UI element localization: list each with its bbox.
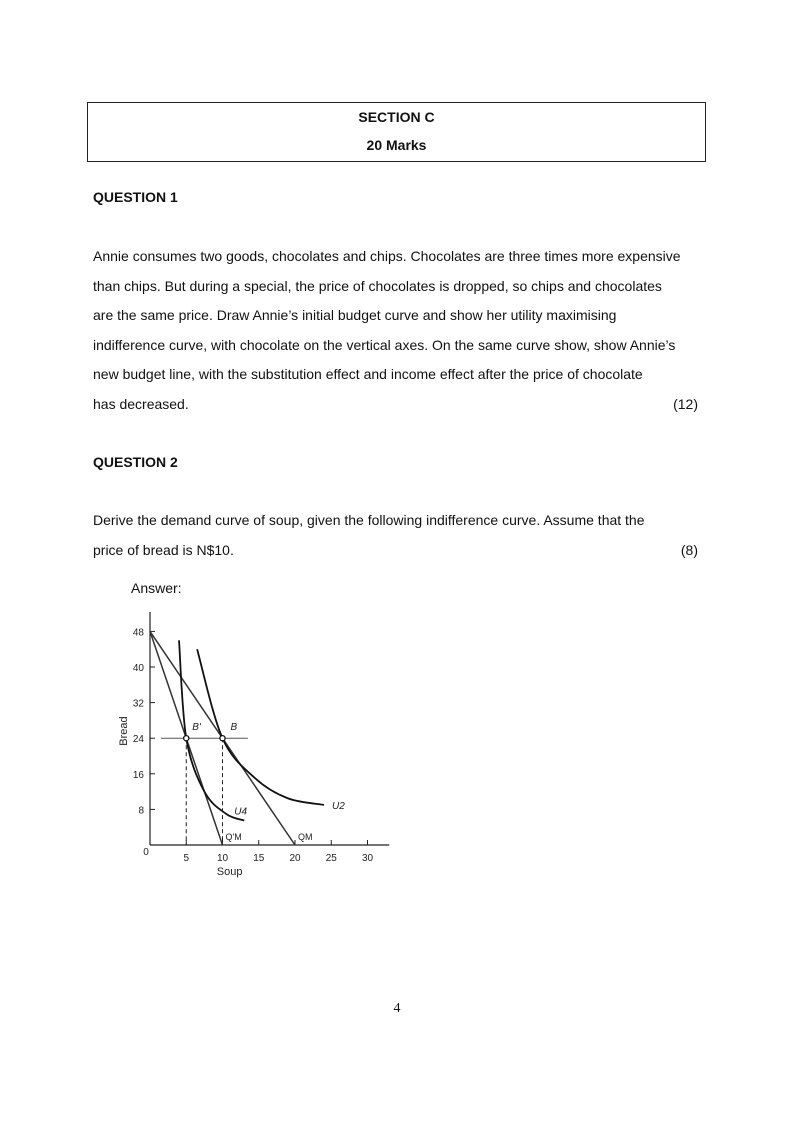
quantity-label: QM [298, 832, 313, 842]
x-tick-label: 15 [253, 853, 265, 864]
y-tick-label: 16 [132, 769, 144, 781]
x-tick-label: 0 [143, 847, 149, 858]
section-marks: 20 Marks [366, 137, 427, 153]
x-tick-label: 25 [325, 853, 337, 864]
y-axis-title: Bread [118, 716, 130, 746]
y-tick-label: 8 [138, 805, 144, 817]
indifference-curve-label: U2 [332, 800, 345, 812]
question-1-heading: QUESTION 1 [93, 189, 178, 205]
section-title: SECTION C [358, 109, 435, 125]
indifference-curve-label: U4 [234, 806, 248, 818]
y-tick-label: 24 [132, 734, 144, 746]
question-1-line: indifference curve, with chocolate on the vertical axes. On the same curve show, show Annie’s [93, 336, 676, 353]
question-1-line: than chips. But during a special, the price of chocolates is dropped, so chips and chocolates [93, 277, 662, 294]
x-axis-title: Soup [216, 866, 243, 878]
point-marker [184, 736, 189, 741]
question-2-heading: QUESTION 2 [93, 454, 178, 470]
question-2-marks: (8) [680, 541, 698, 558]
y-tick-label: 48 [132, 627, 144, 639]
question-1-marks: (12) [673, 395, 698, 412]
x-tick-label: 20 [289, 853, 301, 864]
question-1-line: new budget line, with the substitution effect and income effect after the price of chocolate [93, 366, 643, 382]
page-number: 4 [393, 1001, 401, 1016]
point-marker [220, 736, 225, 741]
x-tick-label: 5 [183, 853, 190, 864]
answer-label: Answer: [131, 580, 182, 596]
point-label: B' [192, 722, 201, 734]
quantity-label: Q'M [225, 832, 242, 842]
indifference-curve [197, 649, 324, 805]
question-1-line: are the same price. Draw Annie’s initial budget curve and show her utility maximising [93, 307, 617, 323]
x-tick-label: 10 [216, 853, 229, 864]
question-1-line: Annie consumes two goods, chocolates and chips. Chocolates are three times more expensive [93, 248, 681, 264]
question-2-last-line-text: price of bread is N$10. [93, 541, 234, 558]
question-1-last-line-text: has decreased. [93, 395, 189, 412]
x-tick-label: 30 [361, 853, 374, 864]
y-tick-label: 40 [132, 663, 144, 674]
point-label: B [230, 722, 238, 734]
question-2-line: Derive the demand curve of soup, given the following indifference curve. Assume that the [93, 512, 645, 528]
y-tick-label: 32 [132, 698, 144, 710]
